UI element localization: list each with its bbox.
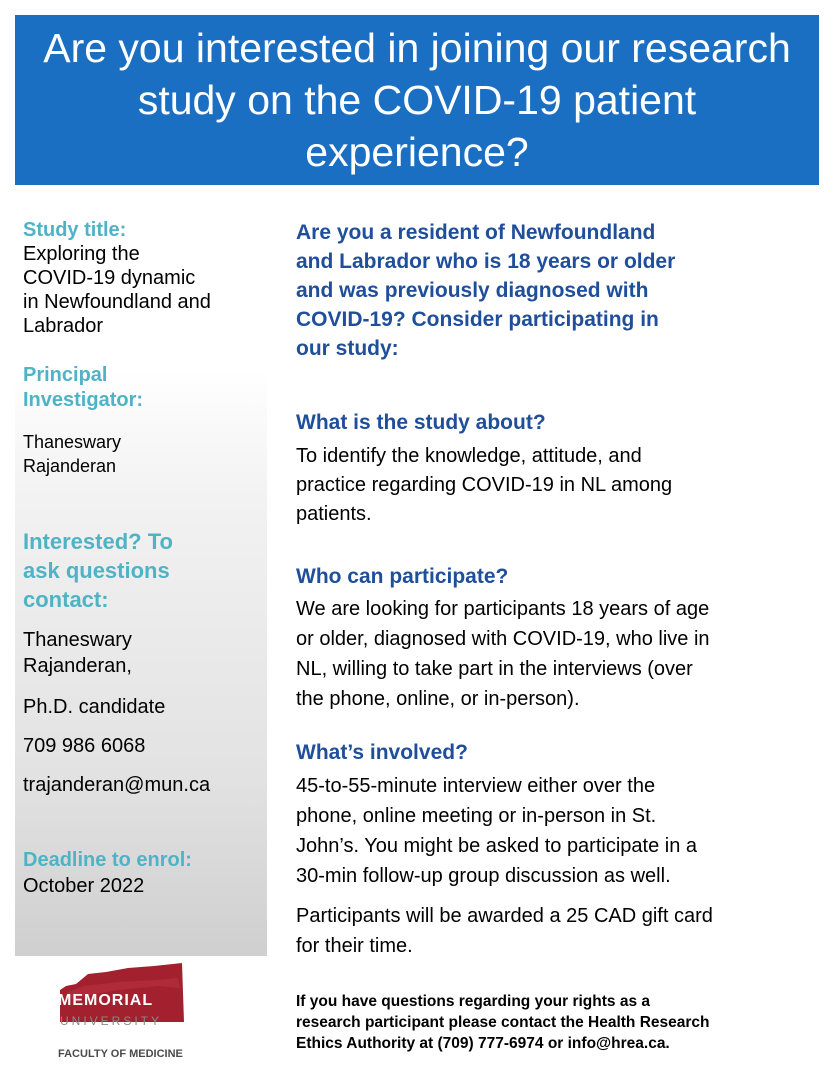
- contact-label: contact:: [23, 587, 109, 612]
- ethics-note-line: research participant please contact the Health Research: [296, 1014, 710, 1031]
- contact-role: Ph.D. candidate: [23, 696, 166, 718]
- contact-name-line: Rajanderan,: [23, 655, 132, 677]
- about-heading: What is the study about?: [296, 411, 546, 434]
- memorial-university-logo: [58, 962, 198, 1062]
- involved-line: phone, online meeting or in-person in St.: [296, 805, 657, 827]
- who-line: NL, willing to take part in the interviews (over: [296, 658, 693, 680]
- ethics-contact-note: [296, 991, 816, 1054]
- pi-name-line: Rajanderan: [23, 456, 117, 476]
- about-line: patients.: [296, 503, 372, 525]
- study-title-line: COVID-19 dynamic: [23, 267, 196, 289]
- logo-university-text: UNIVERSITY: [60, 1014, 163, 1028]
- contact-name-line: Thaneswary: [23, 629, 132, 651]
- ethics-note-line: If you have questions regarding your rights as a: [296, 993, 650, 1010]
- logo-name-text: MEMORIAL: [58, 992, 154, 1009]
- study-title-line: in Newfoundland and: [23, 291, 211, 313]
- involved-line: John’s. You might be asked to participate in a: [296, 835, 698, 857]
- deadline-label: Deadline to enrol:: [23, 849, 192, 871]
- involved-line: 45-to-55-minute interview either over the: [296, 775, 656, 797]
- page-title: Are you interested in joining our research study on the COVID-19 patient experience?: [43, 25, 791, 175]
- involved-line: 30-min follow-up group discussion as well.: [296, 865, 671, 887]
- contact-phone: 709 986 6068: [23, 735, 146, 757]
- study-title-line: Labrador: [23, 315, 104, 337]
- contact-label: ask questions: [23, 558, 170, 583]
- about-line: To identify the knowledge, attitude, and: [296, 445, 642, 467]
- who-line: the phone, online, or in-person).: [296, 688, 580, 710]
- intro-line: COVID-19? Consider participating in: [296, 308, 659, 331]
- study-title-label: Study title:: [23, 219, 127, 241]
- contact-email: trajanderan@mun.ca: [23, 774, 211, 796]
- award-line: for their time.: [296, 935, 413, 957]
- intro-line: and was previously diagnosed with: [296, 279, 649, 302]
- intro-line: our study:: [296, 337, 399, 360]
- faculty-of-medicine-label: FACULTY OF MEDICINE: [58, 1048, 183, 1060]
- contact-label: Interested? To: [23, 529, 173, 554]
- about-line: practice regarding COVID-19 in NL among: [296, 474, 673, 496]
- pi-label: Investigator:: [23, 389, 144, 411]
- who-line: or older, diagnosed with COVID-19, who live in: [296, 628, 710, 650]
- ethics-note-line: Ethics Authority at (709) 777-6974 or info@hrea.ca.: [296, 1035, 670, 1052]
- award-line: Participants will be awarded a 25 CAD gift card: [296, 905, 713, 927]
- involved-heading: What’s involved?: [296, 741, 468, 764]
- study-title-line: Exploring the: [23, 243, 140, 265]
- deadline-value: October 2022: [23, 875, 145, 897]
- pi-name-line: Thaneswary: [23, 432, 122, 452]
- who-heading: Who can participate?: [296, 565, 509, 588]
- who-line: We are looking for participants 18 years of age: [296, 598, 710, 620]
- title-banner: [15, 15, 819, 185]
- intro-line: and Labrador who is 18 years or older: [296, 250, 676, 273]
- study-info-sidebar: [15, 218, 267, 956]
- intro-line: Are you a resident of Newfoundland: [296, 221, 656, 244]
- pi-label: Principal: [23, 364, 108, 386]
